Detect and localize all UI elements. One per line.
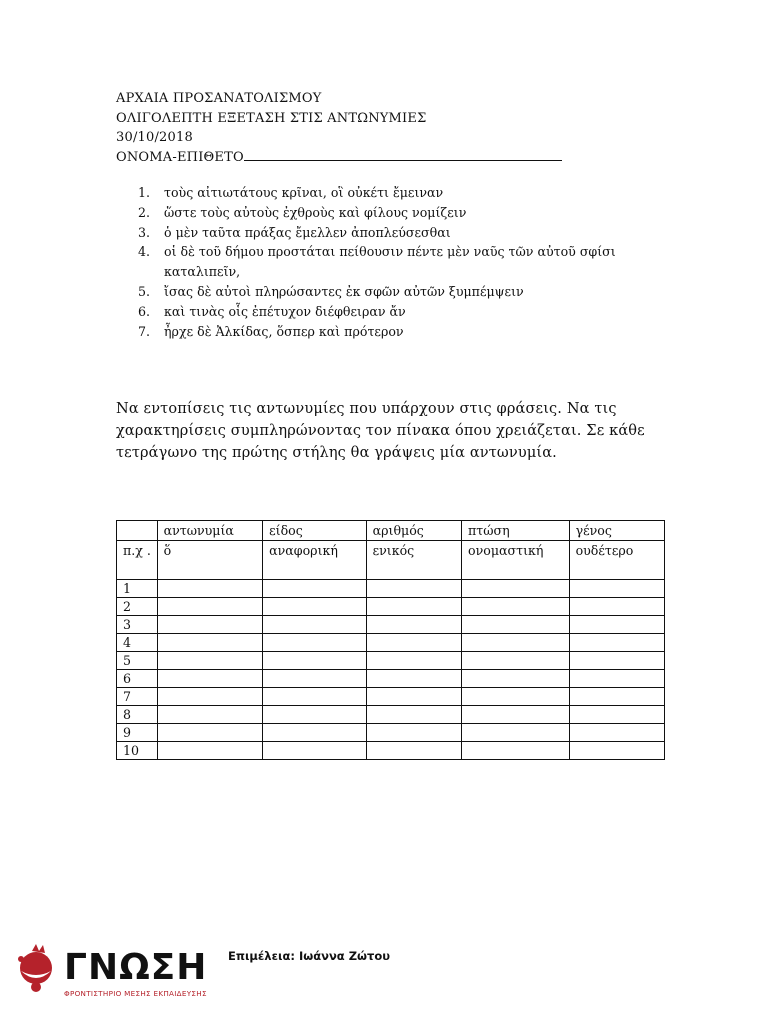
example-gender: ουδέτερο: [569, 541, 664, 580]
row-number: 8: [117, 706, 158, 724]
number-cell[interactable]: [366, 598, 461, 616]
number-cell[interactable]: [366, 670, 461, 688]
sentence-text: ὥστε τοὺς αὐτοὺς ἐχθροὺς καὶ φίλους νομίζειν: [164, 204, 467, 220]
sentence-text: ἦρχε δὲ Ἀλκίδας, ὅσπερ καὶ πρότερον: [164, 323, 404, 339]
exam-title: ΟΛΙΓΟΛΕΠΤΗ ΕΞΕΤΑΣΗ ΣΤΙΣ ΑΝΤΩΝΥΜΙΕΣ: [116, 110, 427, 126]
table-row: [117, 706, 665, 724]
sentence-text: ἴσας δὲ αὐτοὶ πληρώσαντες ἐκ σφῶν αὐτῶν ξυμπέμψειν: [164, 283, 524, 299]
example-type: αναφορική: [263, 541, 367, 580]
number-cell[interactable]: [366, 580, 461, 598]
row-number: 7: [117, 688, 158, 706]
blank-rows: [117, 580, 665, 760]
name-blank-line[interactable]: [244, 148, 562, 161]
sentence-item: [116, 242, 624, 282]
sentence-number: 1.: [138, 185, 151, 200]
type-cell[interactable]: [263, 616, 367, 634]
sentence-number: 6.: [138, 303, 151, 319]
name-label: ΟΝΟΜΑ-ΕΠΙΘΕΤΟ: [116, 149, 244, 165]
number-cell[interactable]: [366, 706, 461, 724]
header-cell-gender: γένος: [569, 521, 664, 541]
pronoun-cell[interactable]: [157, 616, 263, 634]
pronoun-cell[interactable]: [157, 670, 263, 688]
case-cell[interactable]: [462, 670, 570, 688]
case-cell[interactable]: [462, 634, 570, 652]
gender-cell[interactable]: [569, 724, 664, 742]
logo-wordmark: ΓΝΩΣΗ: [64, 947, 208, 988]
table-row: [117, 724, 665, 742]
type-cell[interactable]: [263, 580, 367, 598]
table-row: [117, 742, 665, 760]
table-row: [117, 634, 665, 652]
table-row: [117, 688, 665, 706]
footer: [0, 935, 768, 1005]
sentence-item: [116, 223, 624, 243]
row-number: 3: [117, 616, 158, 634]
case-cell[interactable]: [462, 598, 570, 616]
number-cell[interactable]: [366, 652, 461, 670]
sentence-number: 2.: [138, 204, 151, 220]
header-cell-case: πτώση: [462, 521, 570, 541]
type-cell[interactable]: [263, 634, 367, 652]
sentence-text: τοὺς αἰτιωτάτους κρῖναι, οἳ οὐκέτι ἔμειναν: [164, 185, 444, 200]
pronoun-cell[interactable]: [157, 580, 263, 598]
sentence-text: ὁ μὲν ταῦτα πράξας ἔμελλεν ἀποπλεύσεσθαι: [164, 224, 451, 240]
type-cell[interactable]: [263, 688, 367, 706]
sentence-text: οἱ δὲ τοῦ δήμου προστάται πείθουσιν πέντε μὲν ναῦς τῶν αὐτοῦ σφίσι καταλιπεῖν,: [164, 244, 616, 280]
answer-table: [116, 520, 665, 760]
gender-cell[interactable]: [569, 616, 664, 634]
table-row: [117, 580, 665, 598]
type-cell[interactable]: [263, 706, 367, 724]
subject-title: ΑΡΧΑΙΑ ΠΡΟΣΑΝΑΤΟΛΙΣΜΟΥ: [116, 91, 322, 106]
header-cell-type: είδος: [263, 521, 367, 541]
author-credit: Επιμέλεια: Ιωάννα Ζώτου: [228, 949, 391, 963]
example-row: [117, 541, 665, 580]
row-number: 9: [117, 724, 158, 742]
sentence-text: καὶ τινὰς οἷς ἐπέτυχον διέφθειραν ἄν: [164, 303, 406, 319]
sentence-list: [116, 183, 624, 341]
logo-subtext: ΦΡΟΝΤΙΣΤΗΡΙΟ ΜΕΣΗΣ ΕΚΠΑΙΔΕΥΣΗΣ: [64, 989, 207, 998]
sentence-number: 3.: [138, 224, 151, 240]
pronoun-cell[interactable]: [157, 706, 263, 724]
case-cell[interactable]: [462, 688, 570, 706]
pronoun-cell[interactable]: [157, 634, 263, 652]
case-cell[interactable]: [462, 724, 570, 742]
table-row: [117, 670, 665, 688]
header-cell-number: αριθμός: [366, 521, 461, 541]
number-cell[interactable]: [366, 724, 461, 742]
example-case: ονομαστική: [462, 541, 570, 580]
sentence-number: 5.: [138, 283, 151, 299]
gender-cell[interactable]: [569, 580, 664, 598]
sentence-item: [116, 183, 624, 203]
type-cell[interactable]: [263, 670, 367, 688]
case-cell[interactable]: [462, 706, 570, 724]
pronoun-cell[interactable]: [157, 652, 263, 670]
row-number: 6: [117, 670, 158, 688]
gender-cell[interactable]: [569, 688, 664, 706]
row-number: 10: [117, 742, 158, 760]
number-cell[interactable]: [366, 616, 461, 634]
case-cell[interactable]: [462, 580, 570, 598]
instructions-paragraph: Να εντοπίσεις τις αντωνυμίες που υπάρχουν στις φράσεις. Να τις χαρακτηρίσεις συμπληρώνοντας τον πίνακα όπου χρειάζεται. Σε κάθε τετράγωνο της πρώτης στήλης θα γράψεις μία αντωνυμία.: [116, 401, 645, 461]
gender-cell[interactable]: [569, 634, 664, 652]
pronoun-cell[interactable]: [157, 598, 263, 616]
gender-cell[interactable]: [569, 706, 664, 724]
example-label: π.χ .: [117, 541, 158, 580]
sentence-number: 4.: [138, 244, 151, 260]
table-row: [117, 598, 665, 616]
row-number: 2: [117, 598, 158, 616]
table-row: [117, 652, 665, 670]
sentence-number: 7.: [138, 323, 151, 339]
pronoun-cell[interactable]: [157, 724, 263, 742]
number-cell[interactable]: [366, 634, 461, 652]
number-cell[interactable]: [366, 688, 461, 706]
table-header-row: [117, 521, 665, 541]
header-cell-pronoun: αντωνυμία: [157, 521, 263, 541]
table-row: [117, 616, 665, 634]
type-cell[interactable]: [263, 598, 367, 616]
row-number: 1: [117, 580, 158, 598]
sentence-item: [116, 302, 624, 322]
gender-cell[interactable]: [569, 670, 664, 688]
sentence-item: [116, 282, 624, 302]
type-cell[interactable]: [263, 724, 367, 742]
type-cell[interactable]: [263, 742, 367, 760]
exam-header: [116, 89, 562, 167]
pronoun-cell[interactable]: [157, 742, 263, 760]
example-number: ενικός: [366, 541, 461, 580]
sentence-item: [116, 322, 624, 342]
pronoun-cell[interactable]: [157, 688, 263, 706]
type-cell[interactable]: [263, 652, 367, 670]
row-number: 4: [117, 634, 158, 652]
gender-cell[interactable]: [569, 742, 664, 760]
case-cell[interactable]: [462, 652, 570, 670]
number-cell[interactable]: [366, 742, 461, 760]
header-cell-index: [117, 521, 158, 541]
gnosi-logo: [12, 941, 222, 1001]
pomegranate-icon: [18, 944, 52, 992]
case-cell[interactable]: [462, 742, 570, 760]
case-cell[interactable]: [462, 616, 570, 634]
gender-cell[interactable]: [569, 598, 664, 616]
example-pronoun: ὅ: [157, 541, 263, 580]
exam-date: 30/10/2018: [116, 130, 193, 145]
sentence-item: [116, 203, 624, 223]
gender-cell[interactable]: [569, 652, 664, 670]
name-field[interactable]: [116, 148, 562, 168]
row-number: 5: [117, 652, 158, 670]
